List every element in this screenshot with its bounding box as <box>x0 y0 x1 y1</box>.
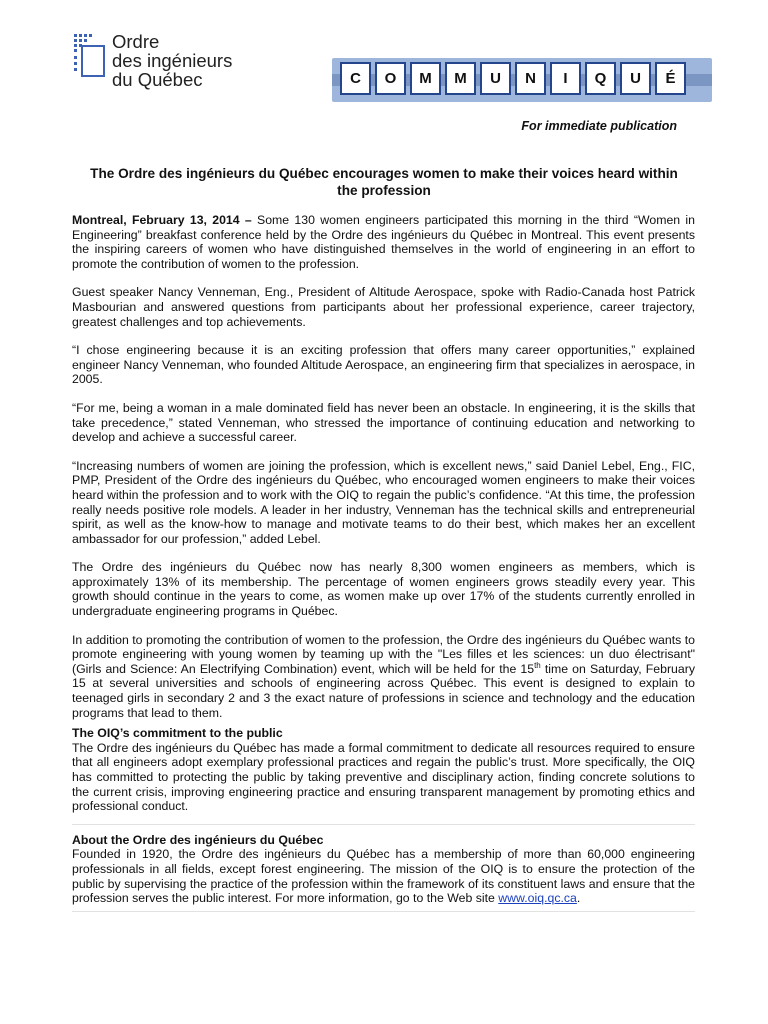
paragraph-text: Some 130 women engineers participated this morning in the third “Women in Engineering” breakfast conference held by the Ordre des ingénieurs du Québec in Montreal. This event presents the inspiring careers of women who have distinguished themselves in the world of engineering in an effort to promote the contribution of women to the profession. <box>72 213 695 271</box>
about-section <box>72 833 695 912</box>
banner-letter: O <box>375 62 406 95</box>
communique-banner <box>332 58 712 102</box>
page-title: The Ordre des ingénieurs du Québec encourages women to make their voices heard within the profession <box>90 166 678 198</box>
logo-line: Ordre <box>112 31 160 52</box>
oiq-logo <box>72 22 252 92</box>
banner-letter: N <box>515 62 546 95</box>
logo-line: du Québec <box>112 69 203 90</box>
paragraph-text: . <box>576 891 581 906</box>
commitment-section <box>72 726 695 814</box>
paragraph: The Ordre des ingénieurs du Québec has made a formal commitment to dedicate all resources required to ensure that all engineers adopt exemplary professional practices and regain the public’s trust. More specifically, the OIQ has committed to protecting the public by taking preventive and disciplinary action, finding concrete solutions to the current crisis, improving engineering practice and ensuring transparent management by promoting ethics and professional conduct. <box>72 740 695 814</box>
banner-letter: É <box>655 62 686 95</box>
paragraph: Guest speaker Nancy Venneman, Eng., President of Altitude Aerospace, spoke with Radio-Canada host Patrick Masbourian and answered questions from participants about her professional experience, career trajectory, greatest challenges and top achievements. <box>72 285 695 329</box>
paragraph: “I chose engineering because it is an exciting profession that offers many career opportunities,” explained engineer Nancy Venneman, who founded Altitude Aerospace, an engineering firm that specializes in aerospace, in 2005. <box>72 343 695 387</box>
section-heading: The OIQ’s commitment to the public <box>72 726 283 741</box>
section-heading: About the Ordre des ingénieurs du Québec <box>72 832 324 847</box>
banner-letter: I <box>550 62 581 95</box>
paragraph <box>72 213 695 271</box>
banner-letter: M <box>445 62 476 95</box>
divider <box>72 824 695 825</box>
immediate-publication-label: For immediate publication <box>521 119 677 133</box>
paragraph-text: In addition to promoting the contribution of women to the profession, the Ordre des ingénieurs du Québec wants to promote engineering with young women by teaming up with the "Les filles et les sciences: un duo électrisant" (Girls and Science: An Electrifying Combination) event, which will be held for the 15 <box>72 632 695 676</box>
paragraph <box>72 633 695 721</box>
oiq-website-link[interactable]: www.oiq.qc.ca <box>498 891 577 906</box>
paragraph: “For me, being a woman in a male dominated field has never been an obstacle. In engineering, it is the skills that take precedence,” stated Venneman, who stressed the importance of continuing education and networking to develop and achieve a successful career. <box>72 400 695 445</box>
logo-line: des ingénieurs <box>112 50 233 71</box>
banner-letter: C <box>340 62 371 95</box>
paragraph-text: Founded in 1920, the Ordre des ingénieurs du Québec has a membership of more than 60,000 engineering professionals in all fields, except forest engineering. The mission of the OIQ is to ensure the protection of the public by supervising the practice of the profession within the framework of its constituent laws and ensure that the profession serves the public interest. For more information, go to the Web site <box>72 847 695 906</box>
banner-letter: M <box>410 62 441 95</box>
paragraph <box>72 847 695 905</box>
banner-letter: U <box>620 62 651 95</box>
paragraph: “Increasing numbers of women are joining the profession, which is excellent news,” said Daniel Lebel, Eng., FIC, PMP, President of the Ordre des ingénieurs du Québec, who encouraged women engineers to make their voices heard within the profession and to work with the OIQ to regain the public’s confidence. “At this time, the profession really needs positive role models. A leader in her industry, Venneman has the technical skills and entrepreneurial spirit, as well as the know-how to manage and motivate teams to do their best, which makes her an excellent ambassador for our profession,” added Lebel. <box>72 458 695 546</box>
paragraph-text: time on Saturday, February 15 at several universities and schools of engineering across Québec. This event is designed to explain to teenaged girls in secondary 2 and 3 the exact nature of professions in science and technology and the education programs that lead to them. <box>72 661 695 720</box>
superscript: th <box>534 660 541 670</box>
banner-letter: U <box>480 62 511 95</box>
oiq-grid-logo-icon <box>72 32 108 82</box>
dateline: Montreal, February 13, 2014 – <box>72 213 252 227</box>
banner-letter: Q <box>585 62 616 95</box>
article-body <box>72 213 695 922</box>
logo-wordmark <box>112 32 232 89</box>
paragraph: The Ordre des ingénieurs du Québec now has nearly 8,300 women engineers as members, which is approximately 13% of its membership. The percentage of women engineers grows steadily every year. This growth should continue in the years to come, as women make up over 17% of the students currently enrolled in undergraduate engineering programs in Québec. <box>72 560 695 619</box>
